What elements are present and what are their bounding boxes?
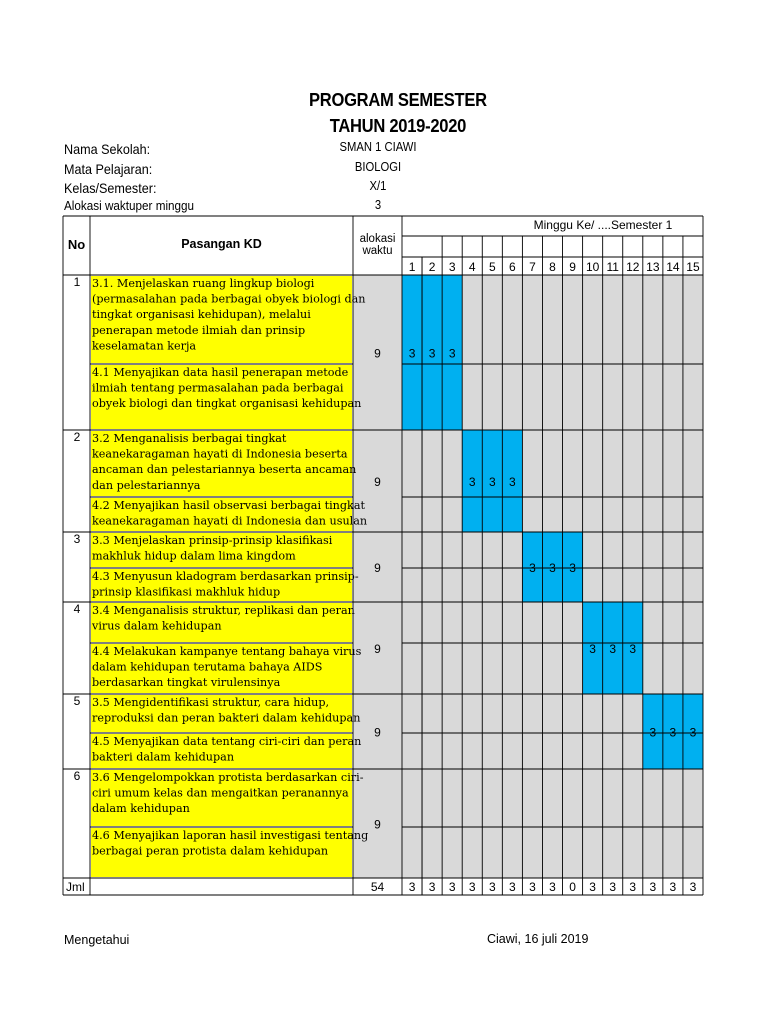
alokasi-value: 9: [374, 725, 381, 740]
kd-text-line: keselamatan kerja: [92, 339, 197, 353]
kd-text-line: prinsip klasifikasi makhluk hidup: [92, 585, 281, 599]
week-value: 3: [549, 561, 556, 575]
week-number: 5: [488, 260, 496, 274]
kd-text-line: bakteri dalam kehidupan: [92, 750, 235, 764]
week-value: 3: [689, 725, 697, 740]
row-number: 6: [73, 769, 81, 783]
kd-text-line: 4.4 Melakukan kampanye tentang bahaya virus: [92, 645, 362, 658]
total-week-value: 3: [529, 880, 536, 894]
kd-text-line: 4.6 Menyajikan laporan hasil investigasi tentang: [92, 829, 369, 842]
kd-text-line: 4.1 Menyajikan data hasil penerapan metode: [92, 366, 349, 379]
week-number: 8: [549, 260, 556, 274]
kd-text-line: penerapan metode ilmiah dan prinsip: [92, 323, 306, 337]
week-number: 7: [529, 260, 536, 274]
kd-text-line: dan pelestariannya: [92, 478, 201, 492]
footer-acknowledged: Mengetahui: [64, 933, 130, 947]
total-week-value: 3: [468, 880, 476, 894]
total-week-value: 3: [448, 880, 456, 894]
info-value-subject: BIOLOGI: [354, 160, 402, 174]
week-value: 3: [569, 561, 576, 575]
kd-text-line: obyek biologi dan tingkat organisasi kehidupan: [92, 397, 362, 411]
kd-text-line: 3.5 Mengidentifikasi struktur, cara hidup,: [92, 696, 330, 709]
header-alokasi: alokasi: [359, 233, 396, 245]
week-number: 11: [606, 260, 619, 274]
kd-text-line: 4.2 Menyajikan hasil observasi berbagai tingkat: [92, 499, 365, 512]
kd-text-line: makhluk hidup dalam lima kingdom: [92, 549, 296, 563]
kd-text-line: ciri umum kelas dan mengaitkan peranannya: [92, 786, 349, 800]
total-week-value: 3: [609, 880, 617, 894]
kd-text-line: 3.4 Menganalisis struktur, replikasi dan peran: [92, 604, 355, 617]
week-row-bg: [353, 602, 703, 694]
alokasi-value: 9: [374, 642, 381, 656]
total-week-value: 3: [649, 880, 657, 894]
page-title-line1: PROGRAM SEMESTER: [309, 90, 487, 110]
kd-text-line: dalam kehidupan terutama bahaya AIDS: [92, 660, 323, 674]
alokasi-value: 9: [374, 817, 381, 832]
row-number: 3: [73, 532, 81, 546]
kd-text-line: virus dalam kehidupan: [92, 619, 222, 633]
kd-text-line: 3.1. Menjelaskan ruang lingkup biologi: [92, 277, 315, 290]
header-no: No: [67, 237, 86, 252]
total-week-value: 3: [509, 880, 516, 894]
week-value: 3: [428, 346, 436, 361]
kd-text-line: 4.3 Menyusun kladogram berdasarkan prinsip-: [92, 570, 359, 583]
week-number: 13: [646, 260, 660, 274]
row-number: 1: [73, 275, 81, 289]
header-waktu: waktu: [362, 245, 393, 257]
total-week-value: 3: [428, 880, 436, 894]
total-label: Jml: [66, 880, 85, 894]
week-value: 3: [529, 561, 536, 575]
info-value-allocation: 3: [374, 198, 382, 212]
week-number: 10: [585, 260, 600, 274]
week-number: 12: [626, 260, 640, 274]
week-value: 3: [649, 725, 657, 740]
week-value: 3: [509, 475, 516, 489]
row-number: 4: [73, 602, 81, 616]
kd-text-line: berbagai peran protista dalam kehidupan: [92, 844, 329, 858]
total-week-value: 3: [629, 880, 637, 894]
kd-text-line: keanekaragaman hayati di Indonesia beserta: [92, 447, 348, 461]
week-row-bg: [353, 430, 703, 532]
total-week-value: 0: [569, 880, 576, 894]
week-number: 2: [428, 260, 436, 274]
total-week-value: 3: [408, 880, 416, 894]
week-number: 6: [509, 260, 516, 274]
info-label-subject: Mata Pelajaran:: [64, 161, 153, 177]
kd-text-line: 3.2 Menganalisis berbagai tingkat: [92, 432, 287, 445]
kd-text-line: 3.6 Mengelompokkan protista berdasarkan ciri-: [92, 771, 364, 784]
kd-text-line: 3.3 Menjelaskan prinsip-prinsip klasifikasi: [92, 534, 333, 547]
info-label-school: Nama Sekolah:: [64, 141, 151, 157]
kd-text-line: (permasalahan pada berbagai obyek biologi dan: [92, 292, 366, 306]
total-alokasi: 54: [370, 880, 385, 894]
kd-text-line: dalam kehidupan: [92, 802, 190, 816]
footer-place-date: Ciawi, 16 juli 2019: [487, 932, 589, 946]
info-label-allocation: Alokasi waktuper minggu: [64, 198, 195, 213]
info-value-school: SMAN 1 CIAWI: [339, 140, 417, 154]
kd-text-line: reproduksi dan peran bakteri dalam kehidupan: [92, 711, 361, 725]
week-number: 4: [468, 260, 476, 274]
alokasi-value: 9: [374, 346, 381, 361]
total-week-value: 3: [689, 880, 697, 894]
page-title-line2: TAHUN 2019-2020: [329, 116, 467, 136]
kd-text-line: berdasarkan tingkat virulensinya: [92, 676, 281, 690]
row-number: 5: [73, 694, 81, 708]
week-row-bg: [353, 769, 703, 878]
week-value: 3: [589, 642, 596, 656]
week-value: 3: [609, 642, 617, 656]
week-number: 9: [569, 260, 576, 274]
total-week-value: 3: [549, 880, 556, 894]
week-value: 3: [468, 475, 476, 489]
week-number: 3: [448, 260, 456, 274]
week-number: 15: [686, 260, 700, 274]
alokasi-value: 9: [374, 475, 381, 489]
kd-text-line: tingkat organisasi kehidupan), melalui: [92, 308, 311, 322]
week-number: 14: [666, 260, 680, 274]
kd-text-line: 4.5 Menyajikan data tentang ciri-ciri dan peran: [92, 735, 362, 748]
week-number: 1: [408, 260, 416, 274]
header-kd: Pasangan KD: [181, 237, 262, 251]
header-minggu: Minggu Ke/ ....Semester 1: [533, 218, 673, 232]
kd-text-line: ancaman dan pelestariannya beserta ancaman: [92, 463, 357, 477]
total-week-value: 3: [669, 880, 677, 894]
week-value: 3: [488, 475, 496, 489]
week-value: 3: [408, 346, 416, 361]
total-week-value: 3: [488, 880, 496, 894]
info-value-class: X/1: [369, 179, 387, 193]
kd-text-line: ilmiah tentang permasalahan pada berbagai: [92, 381, 344, 395]
week-value: 3: [448, 346, 456, 361]
kd-text-line: keanekaragaman hayati di Indonesia dan usulan: [92, 514, 368, 528]
row-number: 2: [73, 430, 81, 444]
week-value: 3: [629, 642, 637, 656]
info-label-class: Kelas/Semester:: [64, 180, 157, 196]
alokasi-value: 9: [374, 561, 381, 575]
week-value: 3: [669, 725, 677, 740]
total-week-value: 3: [589, 880, 596, 894]
